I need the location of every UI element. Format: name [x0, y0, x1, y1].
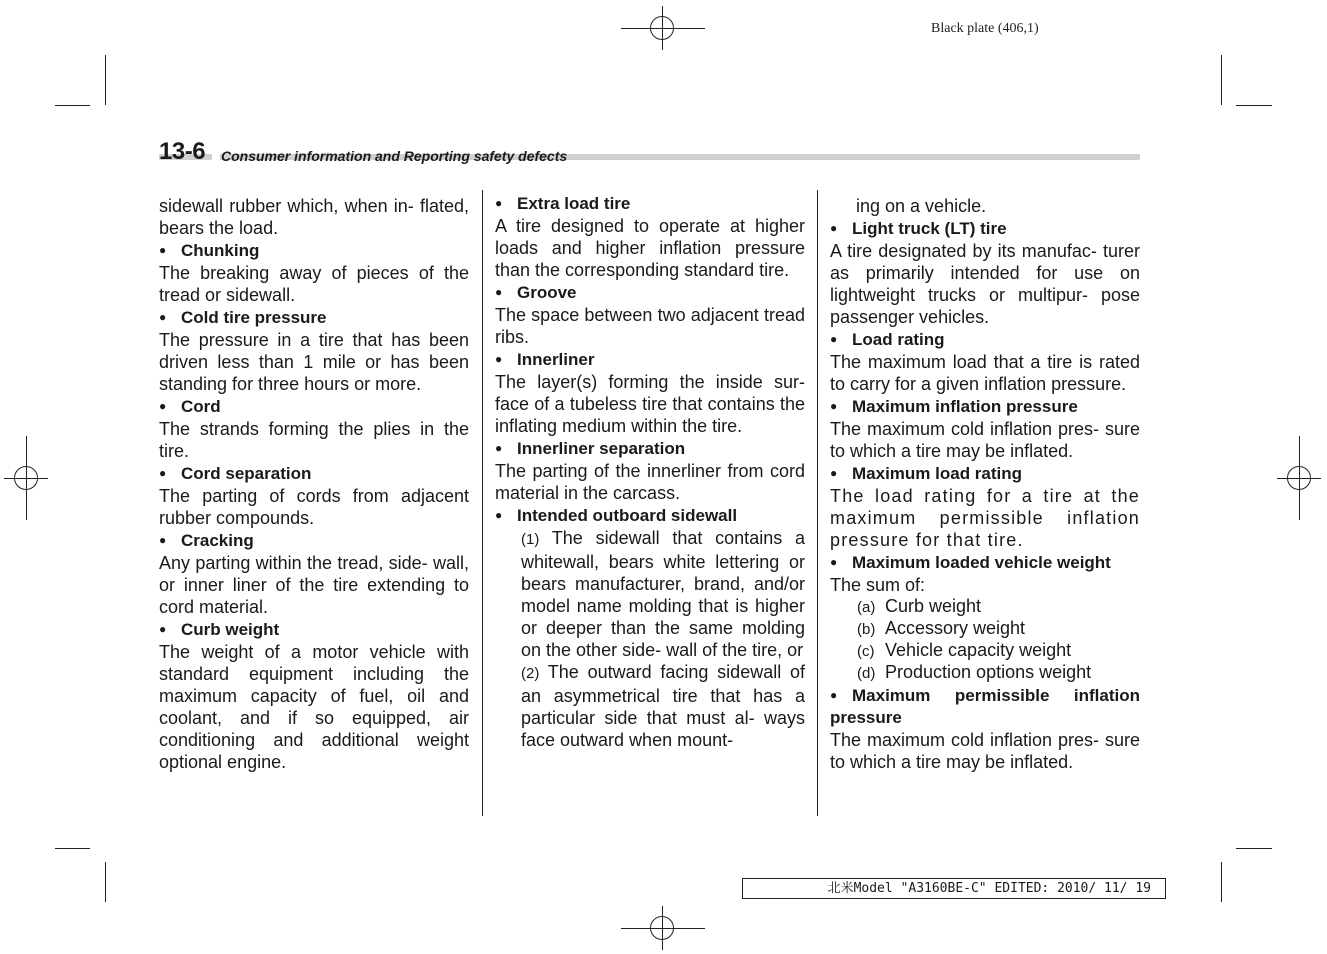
glossary-term	[830, 395, 1140, 418]
definition-text: Any parting within the tread, side- wall, or inner liner of the tire extending to cord material.	[159, 553, 469, 617]
term-label: Chunking	[181, 241, 260, 260]
bullet-icon: ●	[830, 332, 838, 346]
glossary-term	[159, 239, 469, 262]
numbered-item	[495, 661, 805, 751]
term-label: Light truck (LT) tire	[852, 219, 1007, 238]
glossary-term	[830, 328, 1140, 351]
glossary-term	[495, 192, 805, 215]
glossary-term	[495, 437, 805, 460]
term-label: Maximum loaded vehicle weight	[852, 553, 1111, 572]
plate-label: Black plate (406,1)	[931, 21, 1039, 36]
definition-text: The space between two adjacent tread ribs.	[495, 305, 805, 347]
term-label: Cracking	[181, 531, 254, 550]
list-item	[830, 596, 1140, 618]
glossary-term	[830, 462, 1140, 485]
item-letter: (b)	[857, 621, 876, 638]
item-text: Curb weight	[885, 596, 982, 616]
item-letter: (d)	[857, 665, 876, 682]
glossary-term	[495, 504, 805, 527]
bullet-icon: ●	[830, 688, 838, 702]
term-label: Maximum inflation pressure	[852, 397, 1078, 416]
term-label: Maximum load rating	[852, 464, 1023, 483]
term-label: Groove	[517, 283, 577, 302]
bullet-icon: ●	[159, 466, 167, 480]
item-text: Production options weight	[885, 662, 1092, 682]
definition-text: A tire designated by its manufac- turer as primarily intended for use on lightweight trucks or multipur- pose passenger vehicles.	[830, 241, 1140, 327]
term-label: Innerliner separation	[517, 439, 686, 458]
list-item	[830, 618, 1140, 640]
glossary-term	[830, 551, 1140, 574]
definition-text: The strands forming the plies in the tire.	[159, 419, 469, 461]
definition-text: The maximum load that a tire is rated to carry for a given inflation pressure.	[830, 352, 1140, 394]
bullet-icon: ●	[830, 221, 838, 235]
definition-text: The pressure in a tire that has been driven less than 1 mile or has been standing for three hours or more.	[159, 330, 469, 394]
column-divider	[482, 190, 483, 816]
bullet-icon: ●	[495, 285, 503, 299]
glossary-term	[830, 217, 1140, 240]
term-label: Maximum permissible inflation pressure	[830, 686, 1140, 727]
column-3	[830, 195, 1140, 773]
edit-stamp: 北米Model "A3160BE-C" EDITED: 2010/ 11/ 19	[742, 878, 1166, 899]
glossary-term	[495, 281, 805, 304]
glossary-term	[159, 462, 469, 485]
numbered-item	[495, 527, 805, 661]
definition-text: The maximum cold inflation pres- sure to which a tire may be inflated.	[830, 419, 1140, 461]
definition-text: The parting of cords from adjacent rubber compounds.	[159, 486, 469, 528]
definition-text: The maximum cold inflation pres- sure to which a tire may be inflated.	[830, 730, 1140, 772]
bullet-icon: ●	[495, 508, 503, 522]
bullet-icon: ●	[159, 533, 167, 547]
bullet-icon: ●	[159, 399, 167, 413]
glossary-term	[159, 618, 469, 641]
definition-text: sidewall rubber which, when in- flated, bears the load.	[159, 196, 469, 238]
definition-text: The parting of the innerliner from cord material in the carcass.	[495, 461, 805, 503]
bullet-icon: ●	[830, 466, 838, 480]
bullet-icon: ●	[495, 352, 503, 366]
item-letter: (c)	[857, 643, 875, 660]
section-title: Consumer information and Reporting safety defects	[221, 148, 568, 164]
column-1	[159, 195, 469, 773]
bullet-icon: ●	[159, 310, 167, 324]
bullet-icon: ●	[830, 399, 838, 413]
item-number: (2)	[521, 665, 540, 682]
item-letter: (a)	[857, 599, 876, 616]
item-text: The sidewall that contains a whitewall, bears white lettering or bears manufacturer, brand, and/or model name molding that is higher or deeper than the same molding on the other side- wall of the tire, or	[521, 528, 805, 660]
continued-text: ing on a vehicle.	[856, 196, 987, 216]
definition-text: The layer(s) forming the inside sur- face of a tubeless tire that contains the inflating medium within the tire.	[495, 372, 805, 436]
definition-text: The weight of a motor vehicle with standard equipment including the maximum capacity of fuel, oil and coolant, and if so equipped, air conditioning and additional weight optional engine.	[159, 642, 469, 772]
bullet-icon: ●	[159, 622, 167, 636]
column-2	[495, 192, 805, 751]
column-divider	[817, 190, 818, 816]
term-label: Extra load tire	[517, 194, 631, 213]
glossary-term	[159, 395, 469, 418]
bullet-icon: ●	[495, 196, 503, 210]
bullet-icon: ●	[830, 555, 838, 569]
glossary-term	[830, 684, 1140, 729]
item-text: Accessory weight	[885, 618, 1026, 638]
term-label: Cord separation	[181, 464, 312, 483]
item-text: The outward facing sidewall of an asymmetrical tire that has a particular side that must al- ways face outward when mount-	[521, 662, 805, 750]
definition-text: The sum of:	[830, 575, 926, 595]
definition-text: A tire designed to operate at higher loads and higher inflation pressure than the corresponding standard tire.	[495, 216, 805, 280]
list-item	[830, 662, 1140, 684]
page-number: 13-6	[159, 138, 206, 165]
definition-text: The breaking away of pieces of the tread or sidewall.	[159, 263, 469, 305]
term-label: Curb weight	[181, 620, 280, 639]
term-label: Cold tire pressure	[181, 308, 327, 327]
term-label: Intended outboard sidewall	[517, 506, 738, 525]
bullet-icon: ●	[159, 243, 167, 257]
item-number: (1)	[521, 531, 540, 548]
definition-text: The load rating for a tire at the maximum permissible inflation pressure for that tire.	[830, 486, 1140, 550]
bullet-icon: ●	[495, 441, 503, 455]
term-label: Innerliner	[517, 350, 595, 369]
glossary-term	[159, 306, 469, 329]
glossary-term	[495, 348, 805, 371]
list-item	[830, 640, 1140, 662]
item-text: Vehicle capacity weight	[885, 640, 1072, 660]
term-label: Cord	[181, 397, 221, 416]
glossary-term	[159, 529, 469, 552]
term-label: Load rating	[852, 330, 945, 349]
